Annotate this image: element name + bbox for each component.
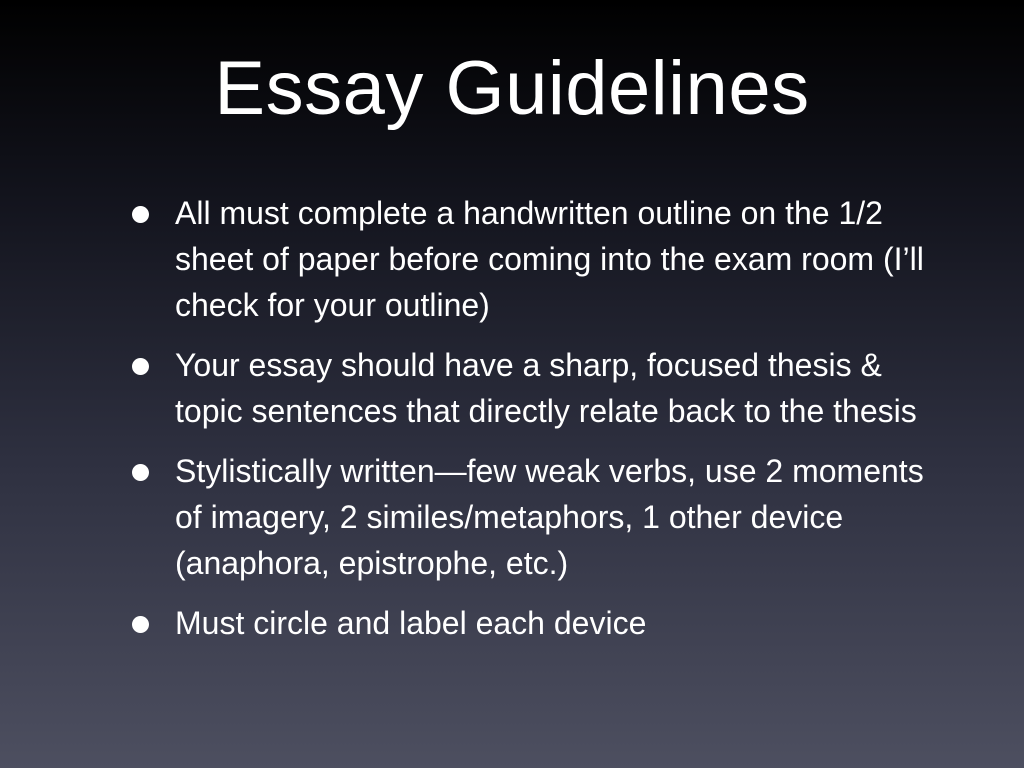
bullet-item-thesis <box>128 342 928 434</box>
bullet-text: All must complete a handwritten outline on the 1/2 sheet of paper before coming into the exam room (I’ll check for your outline) <box>175 195 924 323</box>
bullet-text: Your essay should have a sharp, focused thesis & topic sentences that directly relate back to the thesis <box>175 347 917 429</box>
bullet-list <box>128 190 928 660</box>
bullet-text: Must circle and label each device <box>175 605 647 641</box>
bullet-dot-icon <box>132 616 149 633</box>
bullet-item-outline <box>128 190 928 328</box>
bullet-item-devices <box>128 600 928 646</box>
bullet-text: Stylistically written—few weak verbs, use 2 moments of imagery, 2 similes/metaphors, 1 other device (anaphora, epistrophe, etc.) <box>175 453 924 581</box>
slide-title: Essay Guidelines <box>214 46 810 131</box>
bullet-dot-icon <box>132 206 149 223</box>
bullet-dot-icon <box>132 358 149 375</box>
bullet-item-style <box>128 448 928 586</box>
bullet-dot-icon <box>132 464 149 481</box>
